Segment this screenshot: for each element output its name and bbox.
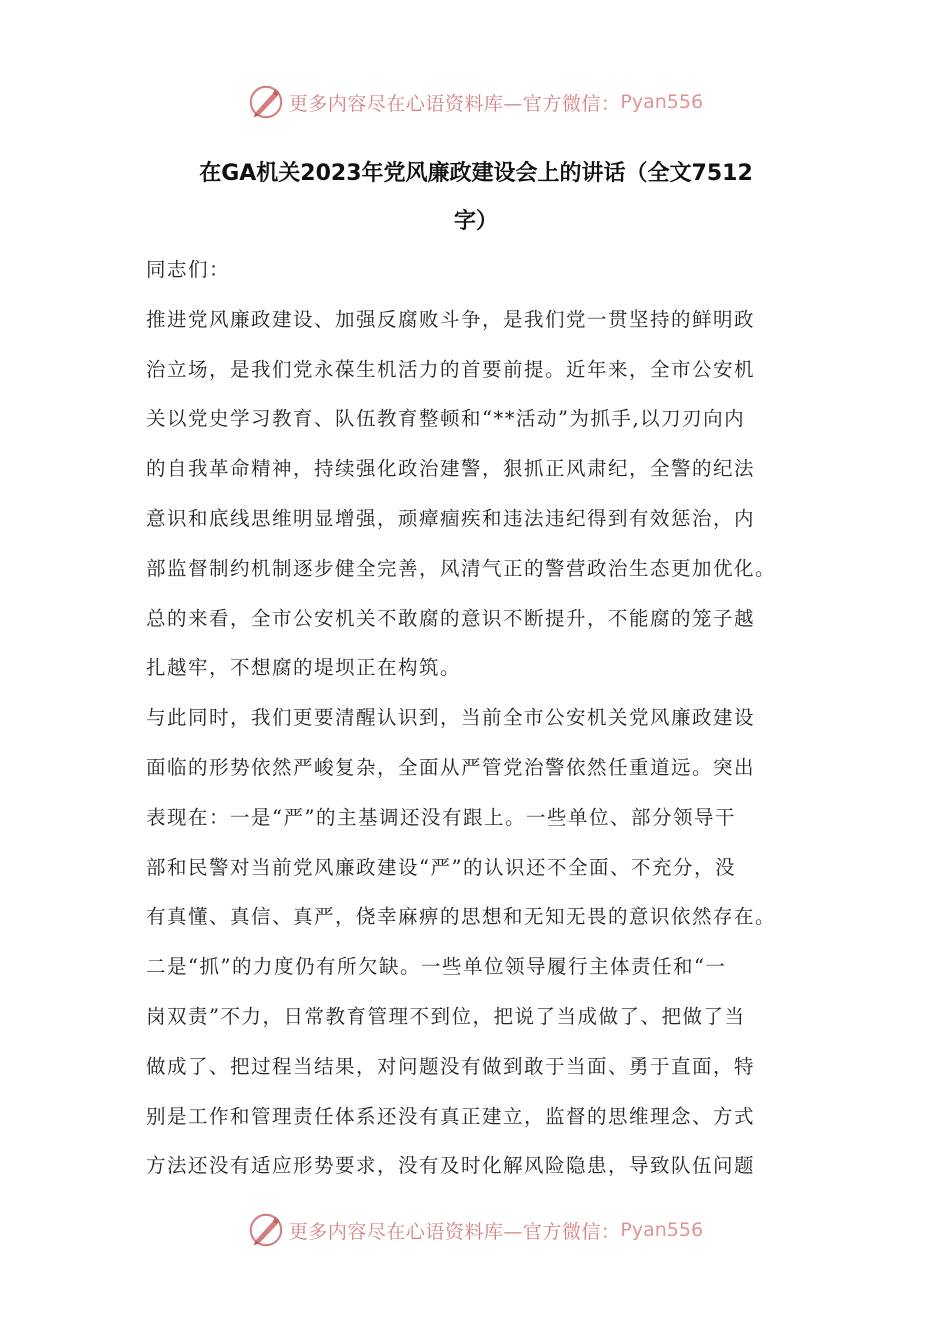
title-line-1: 在GA机关2023年党风廉政建设会上的讲话（全文7512 <box>199 161 753 186</box>
text-line: 同志们： <box>146 258 231 281</box>
text-line: 表现在：一是“严”的主基调还没有跟上。一些单位、部分领导干 <box>146 805 736 829</box>
watermark-wechat-id: Pyan556 <box>620 1219 704 1241</box>
text-line: 的自我革命精神，持续强化政治建警，狠抓正风肃纪，全警的纪法 <box>146 457 756 481</box>
text-line: 推进党风廉政建设、加强反腐败斗争，是我们党一贯坚持的鲜明政 <box>146 307 756 331</box>
watermark-wechat-id: Pyan556 <box>620 91 704 113</box>
text-line: 意识和底线思维明显增强，顽瘴痼疾和违法违纪得到有效惩治，内 <box>146 506 756 530</box>
watermark-text: 更多内容尽在心语资料库—官方微信： <box>288 1220 621 1243</box>
text-line: 扎越牢，不想腐的堤坝正在构筑。 <box>146 656 462 680</box>
pen-logo-icon <box>247 83 285 121</box>
footer-watermark <box>0 1208 950 1252</box>
text-line: 做成了、把过程当结果，对问题没有做到敢于当面、勇于直面，特 <box>146 1054 756 1078</box>
speech-body <box>146 245 826 1191</box>
watermark-text: 更多内容尽在心语资料库—官方微信： <box>288 92 621 115</box>
text-line: 二是“抓”的力度仍有所欠缺。一些单位领导履行主体责任和“一 <box>146 955 727 979</box>
text-line: 部监督制约机制逐步健全完善，风清气正的警营政治生态更加优化。 <box>146 556 777 580</box>
text-line: 关以党史学习教育、队伍教育整顿和“**活动”为抓手,以刀刃向内 <box>146 407 746 431</box>
text-line: 面临的形势依然严峻复杂，全面从严管党治警依然任重道远。突出 <box>146 755 756 779</box>
text-line: 别是工作和管理责任体系还没有真正建立，监督的思维理念、方式 <box>146 1104 756 1128</box>
text-line: 岗双责”不力，日常教育管理不到位，把说了当成做了、把做了当 <box>146 1004 746 1028</box>
pen-logo-icon <box>247 1211 285 1249</box>
header-watermark <box>0 80 950 124</box>
document-title <box>146 150 806 246</box>
text-line: 与此同时，我们更要清醒认识到，当前全市公安机关党风廉政建设 <box>146 706 756 730</box>
text-line: 方法还没有适应形势要求，没有及时化解风险隐患，导致队伍问题 <box>146 1154 756 1178</box>
text-line: 治立场，是我们党永葆生机活力的首要前提。近年来，全市公安机 <box>146 357 756 381</box>
text-line: 有真懂、真信、真严，侥幸麻痹的思想和无知无畏的意识依然存在。 <box>146 905 777 929</box>
text-line: 部和民警对当前党风廉政建设“严”的认识还不全面、不充分，没 <box>146 855 736 879</box>
title-line-2: 字） <box>453 209 498 234</box>
text-line: 总的来看，全市公安机关不敢腐的意识不断提升，不能腐的笼子越 <box>146 606 756 630</box>
